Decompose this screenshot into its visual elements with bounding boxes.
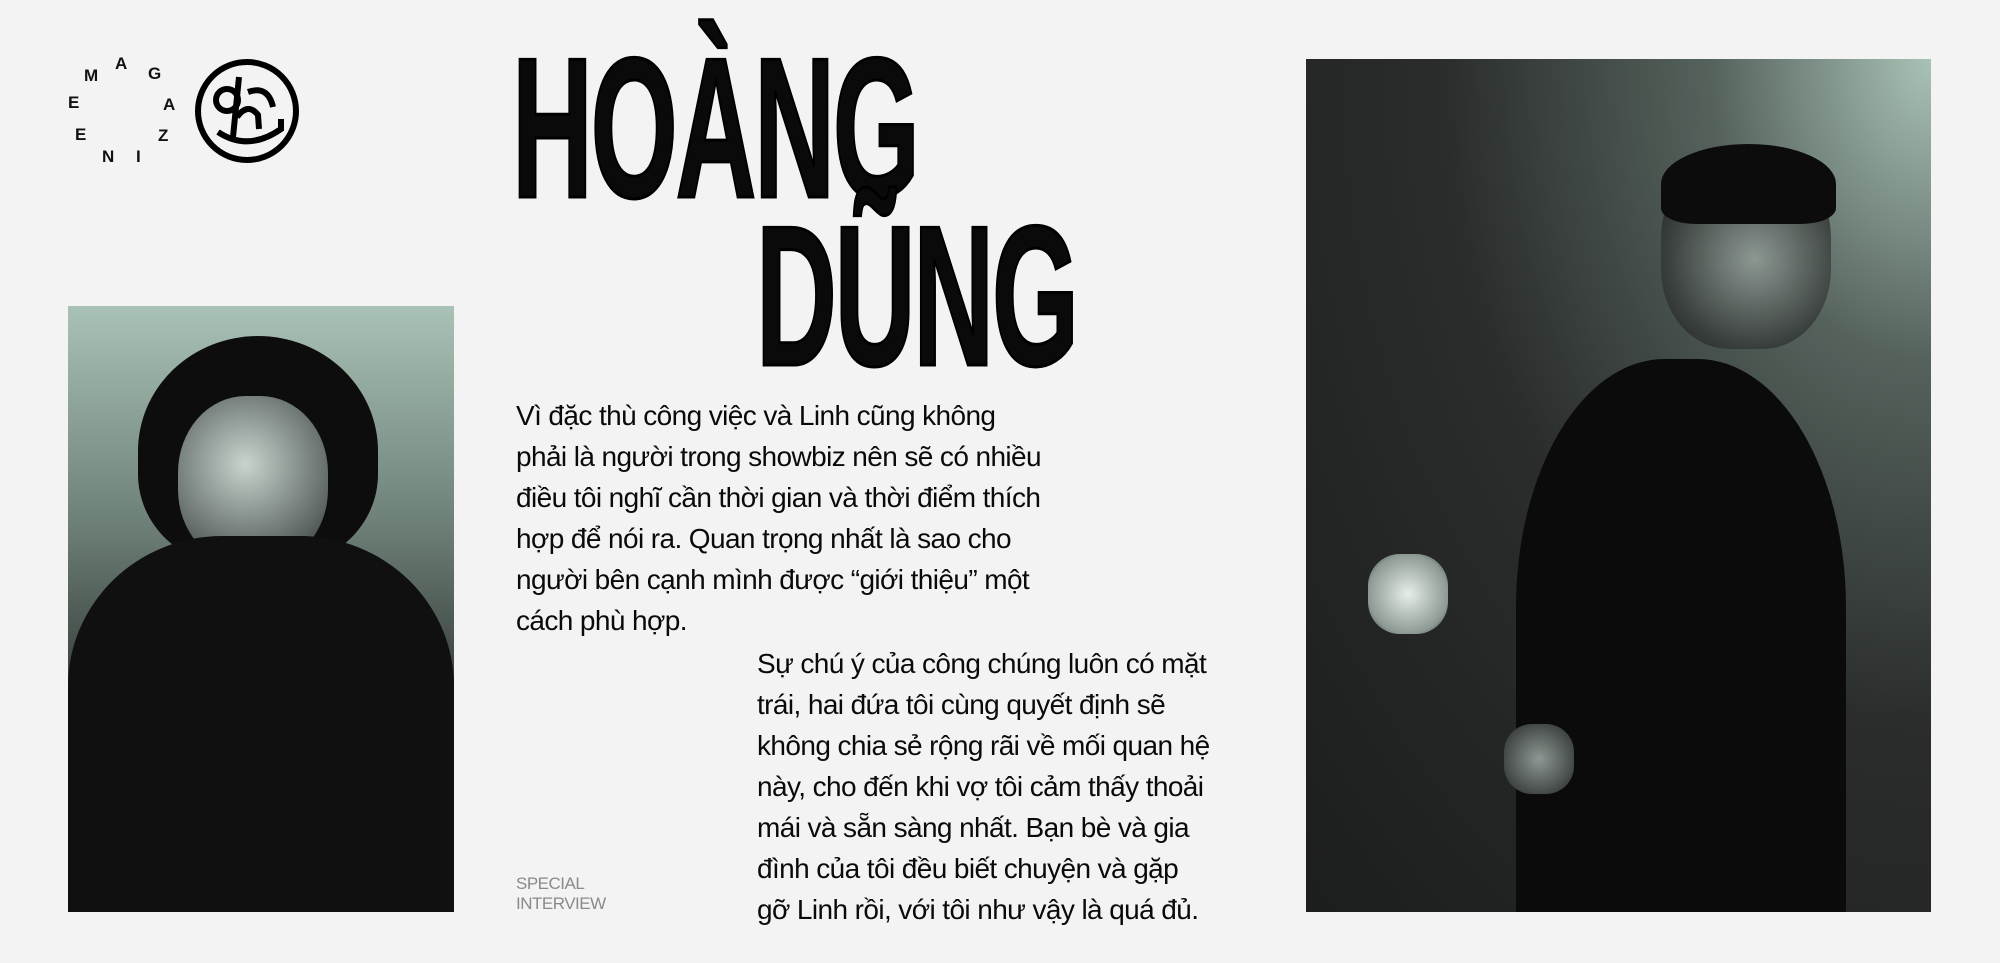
- text-line: hợp để nói ra. Quan trọng nhất là sao cho: [516, 523, 1011, 554]
- text-line: này, cho đến khi vợ tôi cảm thấy thoải: [757, 771, 1204, 802]
- logo-letter: M: [84, 66, 99, 85]
- logo-letter: Z: [158, 126, 169, 145]
- title-line-1: HOÀNG: [512, 17, 918, 240]
- text-line: Vì đặc thù công việc và Linh cũng không: [516, 400, 996, 431]
- logo-letter: A: [163, 95, 176, 114]
- left-portrait-photo: [68, 306, 454, 912]
- paragraph-2: [757, 643, 1210, 930]
- emblem-logo-icon: [193, 57, 301, 165]
- right-portrait-photo: [1306, 59, 1931, 912]
- text-line: phải là người trong showbiz nên sẽ có nhiều: [516, 441, 1041, 472]
- text-line: mái và sẵn sàng nhất. Bạn bè và gia: [757, 812, 1189, 843]
- logo-letter: E: [75, 125, 87, 144]
- logo-letter: A: [115, 54, 128, 73]
- logo-letter: E: [68, 93, 80, 112]
- logo-letter: I: [136, 147, 141, 166]
- text-line: trái, hai đứa tôi cùng quyết định sẽ: [757, 689, 1166, 720]
- paragraph-1: [516, 395, 1041, 641]
- text-line: cách phù hợp.: [516, 605, 687, 636]
- section-label-line: SPECIAL: [516, 874, 585, 893]
- logo-letter: G: [148, 64, 162, 83]
- text-line: người bên cạnh mình được “giới thiệu” một: [516, 564, 1030, 595]
- logo-letter: N: [102, 147, 115, 166]
- text-line: Sự chú ý của công chúng luôn có mặt: [757, 648, 1207, 679]
- magazine-logo-ring: [60, 50, 180, 170]
- section-label-line: INTERVIEW: [516, 894, 606, 913]
- text-line: không chia sẻ rộng rãi về mối quan hệ: [757, 730, 1210, 761]
- text-line: đình của tôi đều biết chuyện và gặp: [757, 853, 1179, 884]
- section-label: [516, 874, 606, 914]
- text-line: gỡ Linh rồi, với tôi như vậy là quá đủ.: [757, 894, 1199, 925]
- text-line: điều tôi nghĩ cần thời gian và thời điểm thích: [516, 482, 1041, 513]
- title-line-2: DŨNG: [756, 185, 1077, 408]
